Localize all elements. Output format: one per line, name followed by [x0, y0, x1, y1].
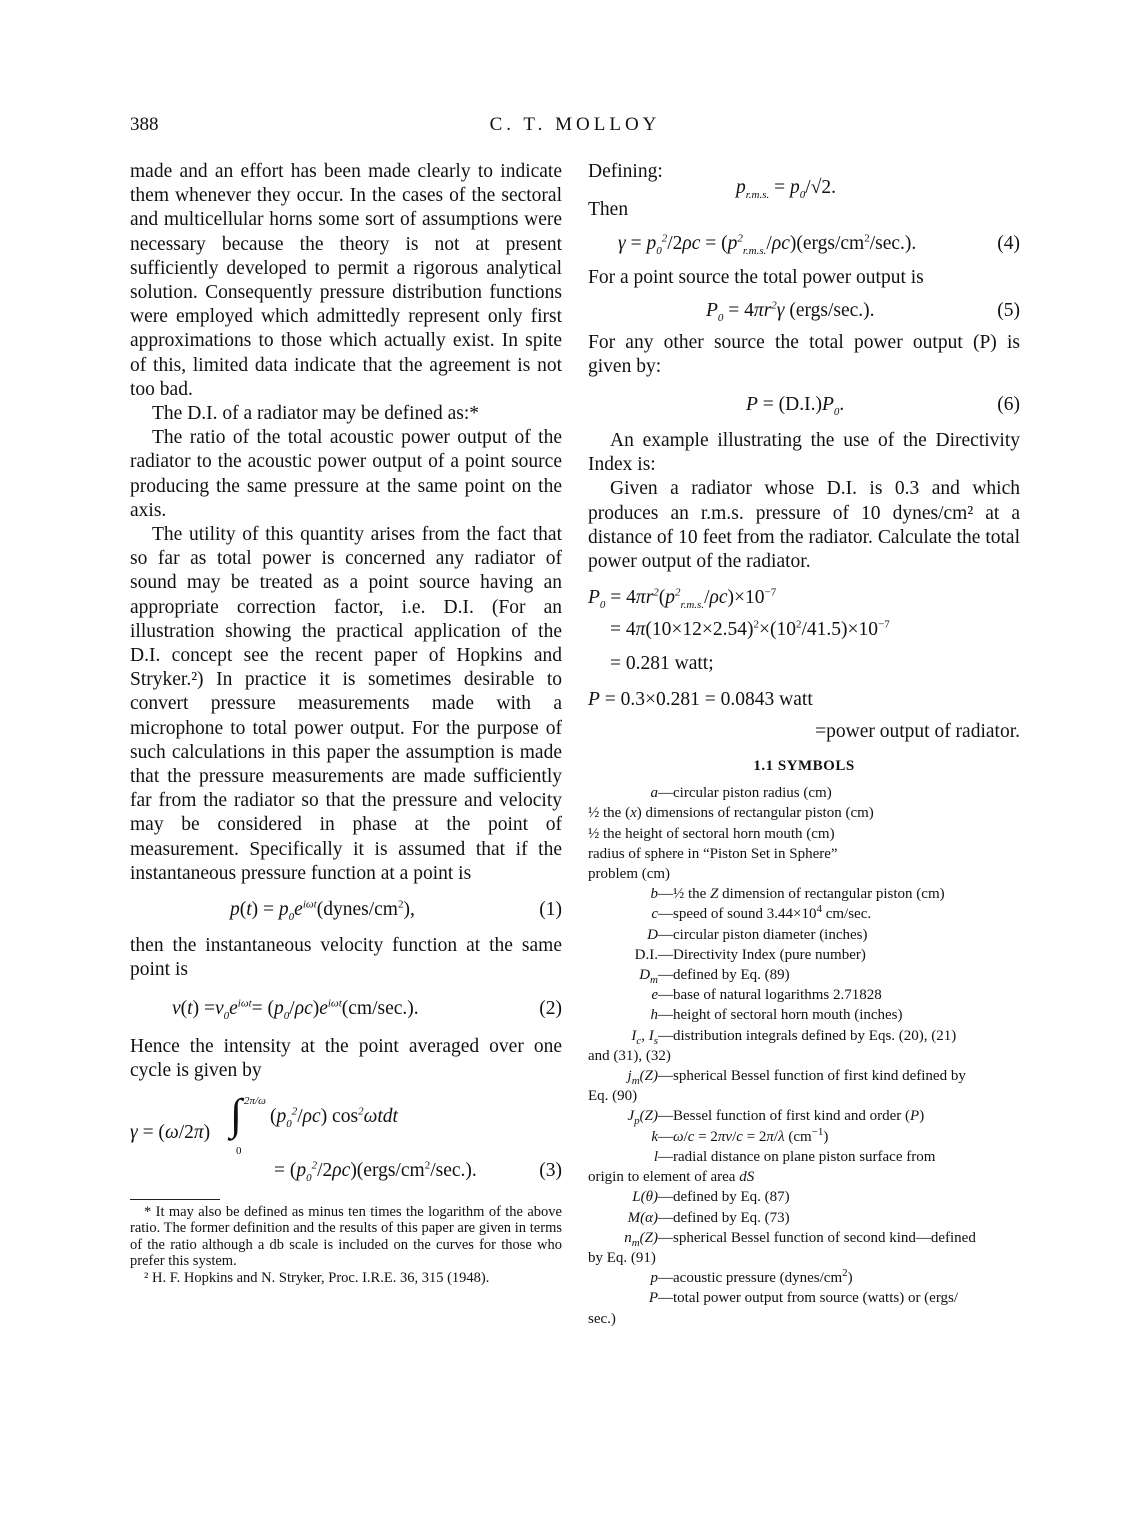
running-head: C. T. MOLLOY [489, 114, 661, 135]
paragraph: For a point source the total power output is [588, 267, 924, 289]
symbol-entry: $n_m(Z)—spherical$ Bessel function of second kind—defined [624, 1229, 976, 1249]
equation-1: $p(t) = p_0e^{i\omega t}(dynes/cm^2)$, (1) [230, 898, 562, 923]
symbol-entry: P—total power output from source (watts) or (ergs/ [648, 1290, 959, 1307]
symbol-entry: D—circular piston diameter (inches) [647, 926, 868, 943]
calc-result: =power output of radiator. [815, 721, 1020, 743]
symbol-entry: L(θ)—defined by Eq. (87) [632, 1189, 790, 1206]
right-column [588, 160, 1020, 1329]
paragraph: An example illustrating the use of the Directivity Index is: [588, 430, 1020, 476]
symbol-entry: Eq. (90) [588, 1088, 638, 1105]
paragraph: The utility of this quantity arises from the fact that so far as total power is concerned any radiator of sound may be treated as a point source having an appropriate correction factor, i.e. D.I. (For an illustration showing the practical application of the D.I. concept see the recent paper of Hopkins and Stryker.²) In practice it is sometimes desirable to convert pressure measurements made with a microphone to total power output. For the purpose of such calculations in this paper the assumption is made that the pressure measurements are made sufficiently far from the radiator so that the pressure and velocity may be considered in phase at the point of measurement. Specifically it is assumed that if the instantaneous pressure function at a point is [130, 524, 562, 884]
symbol-entry: origin to element of area dS [588, 1169, 755, 1186]
footnote-rule [130, 1199, 220, 1200]
symbol-entry: and (31), (32) [588, 1047, 671, 1064]
symbol-entry: a—circular piston radius (cm) [650, 785, 832, 802]
paragraph: Hence the intensity at the point averaged over one cycle is given by [130, 1035, 562, 1081]
paragraph: then the instantaneous velocity function at the same point is [130, 935, 562, 981]
symbol-entry: by Eq. (91) [588, 1249, 656, 1266]
symbol-entry: D.I.—Directivity Index (pure number) [634, 946, 866, 963]
symbols-list [588, 783, 1020, 1328]
symbol-entry: l—radial distance on plane piston surface from [653, 1148, 936, 1165]
calculation: $P_0 = 4\pi r^2(p^2_{r.m.s.}/\rho c)\times 10^{-7}$ = $4\pi(10\times 12\times 2.54)^2\times(10^2/41.5)\times 10^{-7}$ = 0.281 watt; P = 0.3×0.281 = 0.0843 watt =power output of radiator. [588, 586, 1020, 743]
paragraph: Then [588, 199, 629, 221]
symbol-entry: problem (cm) [588, 866, 671, 883]
equation-number: (3) [539, 1159, 562, 1181]
paragraph: Defining: [588, 161, 663, 182]
equation-number: (2) [539, 997, 562, 1019]
symbol-entry: p—acoustic pressure $(dynes/cm^2)$ [650, 1267, 853, 1287]
section-heading: 1.1 SYMBOLS [753, 758, 855, 775]
paragraph: The D.I. of a radiator may be defined as:* [152, 403, 480, 425]
symbol-entry: e—base of natural logarithms 2.71828 [651, 987, 882, 1004]
symbol-entry: b—½ the Z dimension of rectangular piston (cm) [650, 886, 945, 903]
page-header [130, 114, 1020, 144]
symbol-entry: M(α)—defined by Eq. (73) [627, 1209, 790, 1226]
symbol-entry: radius of sphere in “Piston Set in Sphere” [588, 845, 838, 862]
symbol-entry: $J_p(Z)—Bessel$ function of first kind and order (P) [627, 1108, 925, 1128]
paragraph: made and an effort has been made clearly to indicate them whenever they occur. In the cases of the sectoral and multicellular horns some sort of assumptions were necessary because the theory is not at present sufficiently developed to permit a rigorous analytical solution. Consequently pressure distribution functions were employed which admittedly represent only first approximations to those which actually exist. In spite of this, limited data indicate that the agreement is not too bad. [130, 161, 562, 400]
symbol-entry: ½ the height of sectoral horn mouth (cm) [588, 825, 835, 842]
equation-number: (4) [997, 233, 1020, 255]
symbol-entry: $D_m—defined$ by Eq. (89) [639, 967, 790, 987]
equation-3: γ = (ω/2π) ∫ 2π/ω 0 $(p_0^2/\rho c)$ $\cos^2\omega tdt$ = $(p_0^2/2\rho c)(ergs/cm^2/\sec.)$. (3) [130, 1089, 562, 1184]
symbol-entry: k—ω/c = 2πν/c = 2π/λ $(cm^{-1})$ [651, 1125, 829, 1145]
symbol-entry: h—height of sectoral horn mouth (inches) [650, 1007, 903, 1024]
paragraph: The ratio of the total acoustic power output of the radiator to the acoustic power output of a point source producing the same pressure at the same point on the axis. [130, 427, 562, 521]
equation-number: (1) [539, 899, 562, 921]
equation-4: $\gamma = p_0^2/2\rho c$ = $(p^2_{r.m.s.}/\rho c)(ergs/cm^2/\sec.)$. (4) [618, 232, 1020, 258]
footnote: * It may also be defined as minus ten times the logarithm of the above ratio. The former definition and the results of this paper are given in terms of the ratio although a db scale is included on the curves for those who prefer this system. [130, 1203, 562, 1270]
equation-6: $P = (D.I.)P_0$. (6) [746, 394, 1020, 418]
symbol-entry: c—speed of sound $3.44\times 10^4$ cm/sec. [651, 903, 872, 923]
symbol-entry: $I_c$, $I_s—distribution$ integrals defined by Eqs. (20), (21) [631, 1027, 957, 1047]
equation-2: $v(t) =v_0e^{i\omega t}= (p_0/\rho c)e^{i\omega t}(cm/\sec.)$. (2) [172, 997, 562, 1022]
symbol-entry: ½ the (x) dimensions of rectangular piston (cm) [588, 805, 874, 822]
equation-number: (5) [997, 299, 1020, 321]
equation-prms: $p_{r.m.s.} = p_0/√2$. [736, 177, 837, 202]
paragraph: Given a radiator whose D.I. is 0.3 and which produces an r.m.s. pressure of 10 dynes/cm² at a distance of 10 feet from the radiator. Calculate the total power output of the radiator. [588, 478, 1020, 573]
equation-5: $P_0 = 4\pi r^2\gamma$ (ergs/sec.). (5) [706, 299, 1020, 324]
equation-number: (6) [997, 394, 1020, 416]
symbol-entry: sec.) [588, 1310, 616, 1327]
left-column [130, 160, 562, 1286]
paragraph: For any other source the total power output (P) is given by: [588, 331, 1020, 377]
page-number: 388 [130, 114, 159, 135]
footnote: ² H. F. Hopkins and N. Stryker, Proc. I.R.E. 36, 315 (1948). [144, 1269, 490, 1286]
symbol-entry: $j_m(Z)—spherical$ Bessel function of first kind defined by [627, 1068, 966, 1088]
